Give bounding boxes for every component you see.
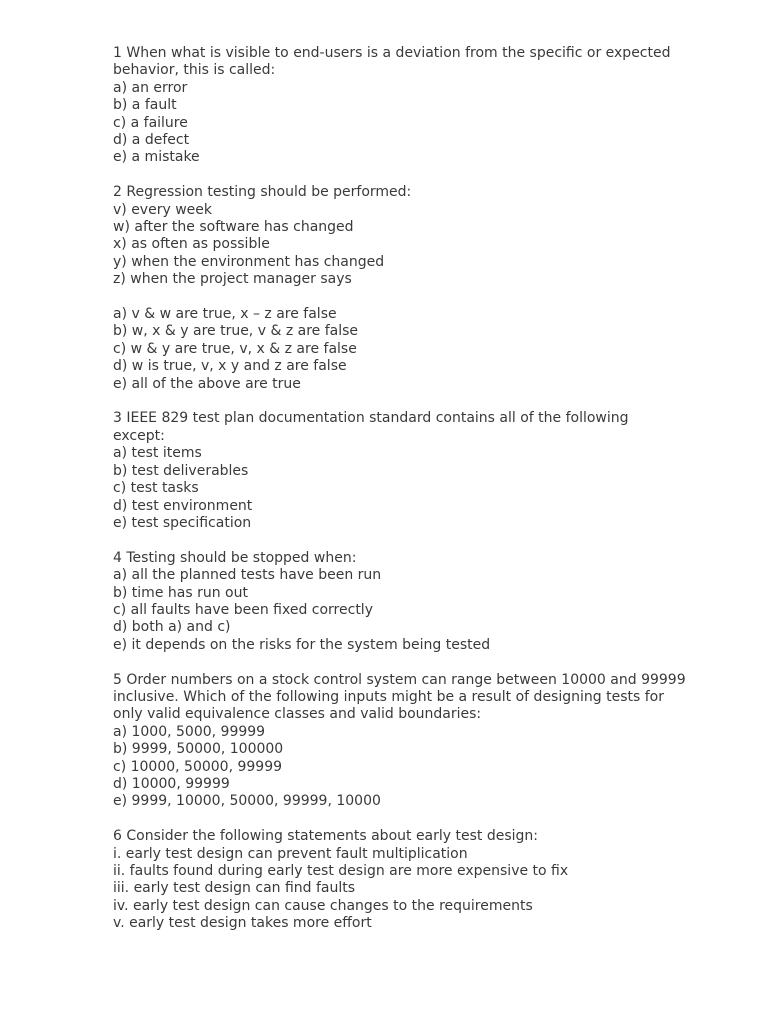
question-stem: inclusive. Which of the following inputs might be a result of designing tests for bbox=[113, 688, 664, 705]
question-1 bbox=[113, 45, 753, 167]
question-statement: v) every week bbox=[113, 201, 212, 218]
question-statement: v. early test design takes more effort bbox=[113, 915, 372, 932]
document-page bbox=[113, 45, 753, 950]
question-statement: w) after the software has changed bbox=[113, 219, 354, 236]
answer-option: b) test deliverables bbox=[113, 462, 249, 479]
answer-option: b) 9999, 50000, 100000 bbox=[113, 741, 284, 758]
answer-option: c) test tasks bbox=[113, 480, 199, 497]
question-stem: 5 Order numbers on a stock control system can range between 10000 and 99999 bbox=[113, 671, 686, 688]
answer-option: e) it depends on the risks for the system being tested bbox=[113, 636, 491, 653]
answer-option: b) a fault bbox=[113, 97, 177, 114]
question-stem: except: bbox=[113, 427, 165, 444]
answer-option: d) a defect bbox=[113, 132, 190, 149]
answer-option: a) v & w are true, x – z are false bbox=[113, 306, 337, 323]
spacer bbox=[113, 289, 753, 306]
question-stem: 6 Consider the following statements about early test design: bbox=[113, 828, 539, 845]
question-2 bbox=[113, 184, 753, 393]
answer-option: d) both a) and c) bbox=[113, 619, 231, 636]
answer-option: e) a mistake bbox=[113, 149, 200, 166]
answer-option: e) all of the above are true bbox=[113, 375, 301, 392]
answer-option: b) w, x & y are true, v & z are false bbox=[113, 323, 359, 340]
answer-option: a) test items bbox=[113, 445, 202, 462]
answer-option: c) a failure bbox=[113, 114, 188, 131]
question-stem: 2 Regression testing should be performed: bbox=[113, 184, 412, 201]
answer-option: c) 10000, 50000, 99999 bbox=[113, 758, 283, 775]
answer-option: b) time has run out bbox=[113, 584, 248, 601]
answer-option: e) test specification bbox=[113, 514, 252, 531]
question-stem: behavior, this is called: bbox=[113, 62, 276, 79]
question-6 bbox=[113, 828, 753, 932]
question-statement: z) when the project manager says bbox=[113, 271, 352, 288]
question-statement: y) when the environment has changed bbox=[113, 253, 385, 270]
question-3 bbox=[113, 410, 753, 532]
question-statement: iv. early test design can cause changes to the requirements bbox=[113, 897, 533, 914]
answer-option: c) all faults have been fixed correctly bbox=[113, 601, 373, 618]
answer-option: a) 1000, 5000, 99999 bbox=[113, 723, 266, 740]
answer-option: a) an error bbox=[113, 79, 188, 96]
answer-option: d) test environment bbox=[113, 497, 253, 514]
question-stem: 4 Testing should be stopped when: bbox=[113, 549, 357, 566]
question-stem: only valid equivalence classes and valid boundaries: bbox=[113, 706, 482, 723]
answer-option: e) 9999, 10000, 50000, 99999, 10000 bbox=[113, 793, 381, 810]
question-statement: iii. early test design can find faults bbox=[113, 880, 356, 897]
question-4 bbox=[113, 550, 753, 654]
answer-option: d) w is true, v, x y and z are false bbox=[113, 358, 347, 375]
question-stem: 1 When what is visible to end-users is a deviation from the specific or expected bbox=[113, 45, 671, 61]
answer-option: c) w & y are true, v, x & z are false bbox=[113, 340, 357, 357]
question-statement: x) as often as possible bbox=[113, 236, 270, 253]
question-5 bbox=[113, 672, 753, 811]
answer-option: a) all the planned tests have been run bbox=[113, 567, 382, 584]
question-statement: i. early test design can prevent fault multiplication bbox=[113, 845, 468, 862]
question-stem: 3 IEEE 829 test plan documentation standard contains all of the following bbox=[113, 410, 629, 427]
answer-option: d) 10000, 99999 bbox=[113, 775, 230, 792]
question-statement: ii. faults found during early test design are more expensive to fix bbox=[113, 863, 569, 879]
